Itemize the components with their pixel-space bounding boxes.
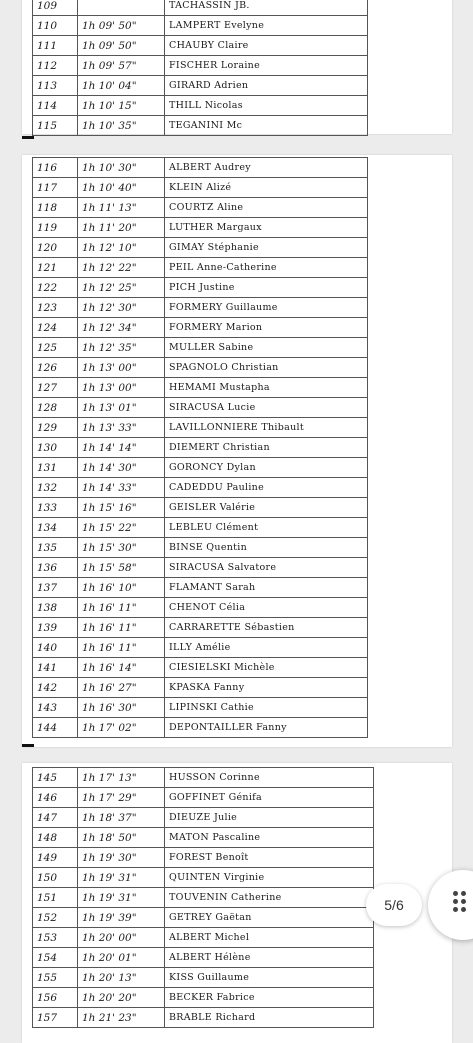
- runner-name-cell: TACHASSIN JB.: [165, 0, 368, 16]
- table-row: [33, 518, 368, 538]
- table-row: [33, 678, 368, 698]
- table-row: [33, 338, 368, 358]
- runner-name-cell: BECKER Fabrice: [165, 988, 374, 1008]
- table-row: [33, 478, 368, 498]
- runner-name-cell: ALBERT Michel: [165, 928, 374, 948]
- table-row: [33, 718, 368, 738]
- results-table: [32, 767, 374, 1028]
- runner-name-cell: CIESIELSKI Michèle: [165, 658, 368, 678]
- table-row: [33, 868, 374, 888]
- time-cell: 1h 19' 39": [78, 908, 165, 928]
- time-cell: 1h 12' 22": [78, 258, 165, 278]
- rank-cell: 122: [33, 278, 78, 298]
- runner-name-cell: MATON Pascaline: [165, 828, 374, 848]
- runner-name-cell: CADEDDU Pauline: [165, 478, 368, 498]
- time-cell: 1h 09' 57": [78, 56, 165, 76]
- document-page-2: [22, 155, 452, 747]
- time-cell: 1h 17' 02": [78, 718, 165, 738]
- runner-name-cell: FOREST Benoît: [165, 848, 374, 868]
- table-row: [33, 238, 368, 258]
- rank-cell: 128: [33, 398, 78, 418]
- runner-name-cell: COURTZ Aline: [165, 198, 368, 218]
- table-row: [33, 158, 368, 178]
- rank-cell: 111: [33, 36, 78, 56]
- time-cell: 1h 19' 31": [78, 868, 165, 888]
- table-row: [33, 358, 368, 378]
- rank-cell: 153: [33, 928, 78, 948]
- table-row: [33, 378, 368, 398]
- results-table: [32, 157, 368, 738]
- table-row: [33, 908, 374, 928]
- page-indicator: 5/6: [384, 897, 404, 913]
- runner-name-cell: GEISLER Valérie: [165, 498, 368, 518]
- time-cell: 1h 20' 13": [78, 968, 165, 988]
- runner-name-cell: ALBERT Audrey: [165, 158, 368, 178]
- time-cell: 1h 16' 11": [78, 618, 165, 638]
- table-row: [33, 398, 368, 418]
- table-row: [33, 418, 368, 438]
- time-cell: 1h 10' 40": [78, 178, 165, 198]
- rank-cell: 136: [33, 558, 78, 578]
- rank-cell: 112: [33, 56, 78, 76]
- table-row: [33, 698, 368, 718]
- runner-name-cell: GOFFINET Génifa: [165, 788, 374, 808]
- rank-cell: 139: [33, 618, 78, 638]
- rank-cell: 118: [33, 198, 78, 218]
- runner-name-cell: FLAMANT Sarah: [165, 578, 368, 598]
- time-cell: 1h 11' 20": [78, 218, 165, 238]
- table-row: [33, 0, 368, 16]
- rank-cell: 127: [33, 378, 78, 398]
- table-row: [33, 36, 368, 56]
- rank-cell: 144: [33, 718, 78, 738]
- runner-name-cell: GETREY Gaëtan: [165, 908, 374, 928]
- runner-name-cell: GIRARD Adrien: [165, 76, 368, 96]
- rank-cell: 116: [33, 158, 78, 178]
- rank-cell: 114: [33, 96, 78, 116]
- time-cell: 1h 10' 35": [78, 116, 165, 136]
- runner-name-cell: SIRACUSA Lucie: [165, 398, 368, 418]
- time-cell: 1h 19' 30": [78, 848, 165, 868]
- rank-cell: 152: [33, 908, 78, 928]
- rank-cell: 147: [33, 808, 78, 828]
- time-cell: 1h 12' 30": [78, 298, 165, 318]
- table-row: [33, 888, 374, 908]
- table-row: [33, 988, 374, 1008]
- rank-cell: 134: [33, 518, 78, 538]
- runner-name-cell: THILL Nicolas: [165, 96, 368, 116]
- runner-name-cell: DEPONTAILLER Fanny: [165, 718, 368, 738]
- table-row: [33, 598, 368, 618]
- time-cell: [78, 0, 165, 16]
- rank-cell: 143: [33, 698, 78, 718]
- table-row: [33, 768, 374, 788]
- runner-name-cell: PEIL Anne-Catherine: [165, 258, 368, 278]
- runner-name-cell: HUSSON Corinne: [165, 768, 374, 788]
- time-cell: 1h 12' 34": [78, 318, 165, 338]
- time-cell: 1h 17' 29": [78, 788, 165, 808]
- runner-name-cell: SIRACUSA Salvatore: [165, 558, 368, 578]
- rank-cell: 132: [33, 478, 78, 498]
- time-cell: 1h 11' 13": [78, 198, 165, 218]
- runner-name-cell: LAVILLONNIERE Thibault: [165, 418, 368, 438]
- table-row: [33, 948, 374, 968]
- runner-name-cell: TOUVENIN Catherine: [165, 888, 374, 908]
- rank-cell: 135: [33, 538, 78, 558]
- rank-cell: 154: [33, 948, 78, 968]
- time-cell: 1h 16' 11": [78, 598, 165, 618]
- runner-name-cell: LAMPERT Evelyne: [165, 16, 368, 36]
- time-cell: 1h 13' 00": [78, 358, 165, 378]
- time-cell: 1h 19' 31": [78, 888, 165, 908]
- time-cell: 1h 09' 50": [78, 16, 165, 36]
- runner-name-cell: PICH Justine: [165, 278, 368, 298]
- page-break-marker: [22, 744, 34, 747]
- time-cell: 1h 16' 27": [78, 678, 165, 698]
- time-cell: 1h 15' 30": [78, 538, 165, 558]
- rank-cell: 131: [33, 458, 78, 478]
- document-page-1: [22, 0, 452, 134]
- table-row: [33, 318, 368, 338]
- time-cell: 1h 18' 37": [78, 808, 165, 828]
- rank-cell: 126: [33, 358, 78, 378]
- rank-cell: 138: [33, 598, 78, 618]
- runner-name-cell: ALBERT Hélène: [165, 948, 374, 968]
- time-cell: 1h 10' 30": [78, 158, 165, 178]
- time-cell: 1h 15' 22": [78, 518, 165, 538]
- rank-cell: 142: [33, 678, 78, 698]
- runner-name-cell: GIMAY Stéphanie: [165, 238, 368, 258]
- rank-cell: 146: [33, 788, 78, 808]
- table-row: [33, 56, 368, 76]
- time-cell: 1h 12' 25": [78, 278, 165, 298]
- rank-cell: 148: [33, 828, 78, 848]
- page-indicator-badge: [366, 884, 422, 926]
- table-row: [33, 76, 368, 96]
- table-row: [33, 438, 368, 458]
- runner-name-cell: CARRARETTE Sébastien: [165, 618, 368, 638]
- runner-name-cell: KPASKA Fanny: [165, 678, 368, 698]
- rank-cell: 121: [33, 258, 78, 278]
- time-cell: 1h 12' 35": [78, 338, 165, 358]
- time-cell: 1h 14' 33": [78, 478, 165, 498]
- table-row: [33, 278, 368, 298]
- rank-cell: 110: [33, 16, 78, 36]
- runner-name-cell: HEMAMI Mustapha: [165, 378, 368, 398]
- table-row: [33, 96, 368, 116]
- table-row: [33, 618, 368, 638]
- rank-cell: 155: [33, 968, 78, 988]
- rank-cell: 140: [33, 638, 78, 658]
- table-row: [33, 538, 368, 558]
- time-cell: 1h 14' 14": [78, 438, 165, 458]
- table-row: [33, 968, 374, 988]
- runner-name-cell: LUTHER Margaux: [165, 218, 368, 238]
- runner-name-cell: LEBLEU Clément: [165, 518, 368, 538]
- table-row: [33, 788, 374, 808]
- rank-cell: 156: [33, 988, 78, 1008]
- runner-name-cell: KLEIN Alizé: [165, 178, 368, 198]
- table-row: [33, 198, 368, 218]
- table-row: [33, 578, 368, 598]
- rank-cell: 119: [33, 218, 78, 238]
- time-cell: 1h 09' 50": [78, 36, 165, 56]
- runner-name-cell: CHENOT Célia: [165, 598, 368, 618]
- rank-cell: 151: [33, 888, 78, 908]
- rank-cell: 113: [33, 76, 78, 96]
- rank-cell: 133: [33, 498, 78, 518]
- runner-name-cell: MULLER Sabine: [165, 338, 368, 358]
- rank-cell: 141: [33, 658, 78, 678]
- runner-name-cell: CHAUBY Claire: [165, 36, 368, 56]
- rank-cell: 137: [33, 578, 78, 598]
- time-cell: 1h 16' 30": [78, 698, 165, 718]
- time-cell: 1h 16' 14": [78, 658, 165, 678]
- table-row: [33, 848, 374, 868]
- table-row: [33, 498, 368, 518]
- runner-name-cell: KISS Guillaume: [165, 968, 374, 988]
- table-row: [33, 558, 368, 578]
- rank-cell: 109: [33, 0, 78, 16]
- runner-name-cell: LIPINSKI Cathie: [165, 698, 368, 718]
- time-cell: 1h 12' 10": [78, 238, 165, 258]
- time-cell: 1h 16' 10": [78, 578, 165, 598]
- time-cell: 1h 15' 16": [78, 498, 165, 518]
- table-row: [33, 298, 368, 318]
- rank-cell: 120: [33, 238, 78, 258]
- time-cell: 1h 20' 00": [78, 928, 165, 948]
- runner-name-cell: FORMERY Guillaume: [165, 298, 368, 318]
- table-row: [33, 1008, 374, 1028]
- runner-name-cell: TEGANINI Mc: [165, 116, 368, 136]
- time-cell: 1h 18' 50": [78, 828, 165, 848]
- time-cell: 1h 15' 58": [78, 558, 165, 578]
- runner-name-cell: BINSE Quentin: [165, 538, 368, 558]
- table-row: [33, 258, 368, 278]
- runner-name-cell: GORONCY Dylan: [165, 458, 368, 478]
- time-cell: 1h 13' 01": [78, 398, 165, 418]
- runner-name-cell: DIEMERT Christian: [165, 438, 368, 458]
- rank-cell: 150: [33, 868, 78, 888]
- runner-name-cell: QUINTEN Virginie: [165, 868, 374, 888]
- rank-cell: 117: [33, 178, 78, 198]
- rank-cell: 129: [33, 418, 78, 438]
- results-table: [32, 0, 368, 136]
- time-cell: 1h 10' 15": [78, 96, 165, 116]
- table-row: [33, 808, 374, 828]
- rank-cell: 125: [33, 338, 78, 358]
- time-cell: 1h 10' 04": [78, 76, 165, 96]
- table-row: [33, 218, 368, 238]
- rank-cell: 157: [33, 1008, 78, 1028]
- runner-name-cell: ILLY Amélie: [165, 638, 368, 658]
- table-row: [33, 16, 368, 36]
- table-row: [33, 928, 374, 948]
- time-cell: 1h 14' 30": [78, 458, 165, 478]
- time-cell: 1h 20' 20": [78, 988, 165, 1008]
- runner-name-cell: FORMERY Marion: [165, 318, 368, 338]
- rank-cell: 123: [33, 298, 78, 318]
- time-cell: 1h 17' 13": [78, 768, 165, 788]
- rank-cell: 124: [33, 318, 78, 338]
- page-break-marker: [22, 136, 34, 139]
- runner-name-cell: FISCHER Loraine: [165, 56, 368, 76]
- table-row: [33, 116, 368, 136]
- table-row: [33, 458, 368, 478]
- time-cell: 1h 16' 11": [78, 638, 165, 658]
- runner-name-cell: DIEUZE Julie: [165, 808, 374, 828]
- time-cell: 1h 13' 00": [78, 378, 165, 398]
- rank-cell: 130: [33, 438, 78, 458]
- table-row: [33, 658, 368, 678]
- table-row: [33, 638, 368, 658]
- time-cell: 1h 21' 23": [78, 1008, 165, 1028]
- time-cell: 1h 13' 33": [78, 418, 165, 438]
- time-cell: 1h 20' 01": [78, 948, 165, 968]
- rank-cell: 145: [33, 768, 78, 788]
- runner-name-cell: SPAGNOLO Christian: [165, 358, 368, 378]
- runner-name-cell: BRABLE Richard: [165, 1008, 374, 1028]
- rank-cell: 149: [33, 848, 78, 868]
- table-row: [33, 178, 368, 198]
- table-row: [33, 828, 374, 848]
- rank-cell: 115: [33, 116, 78, 136]
